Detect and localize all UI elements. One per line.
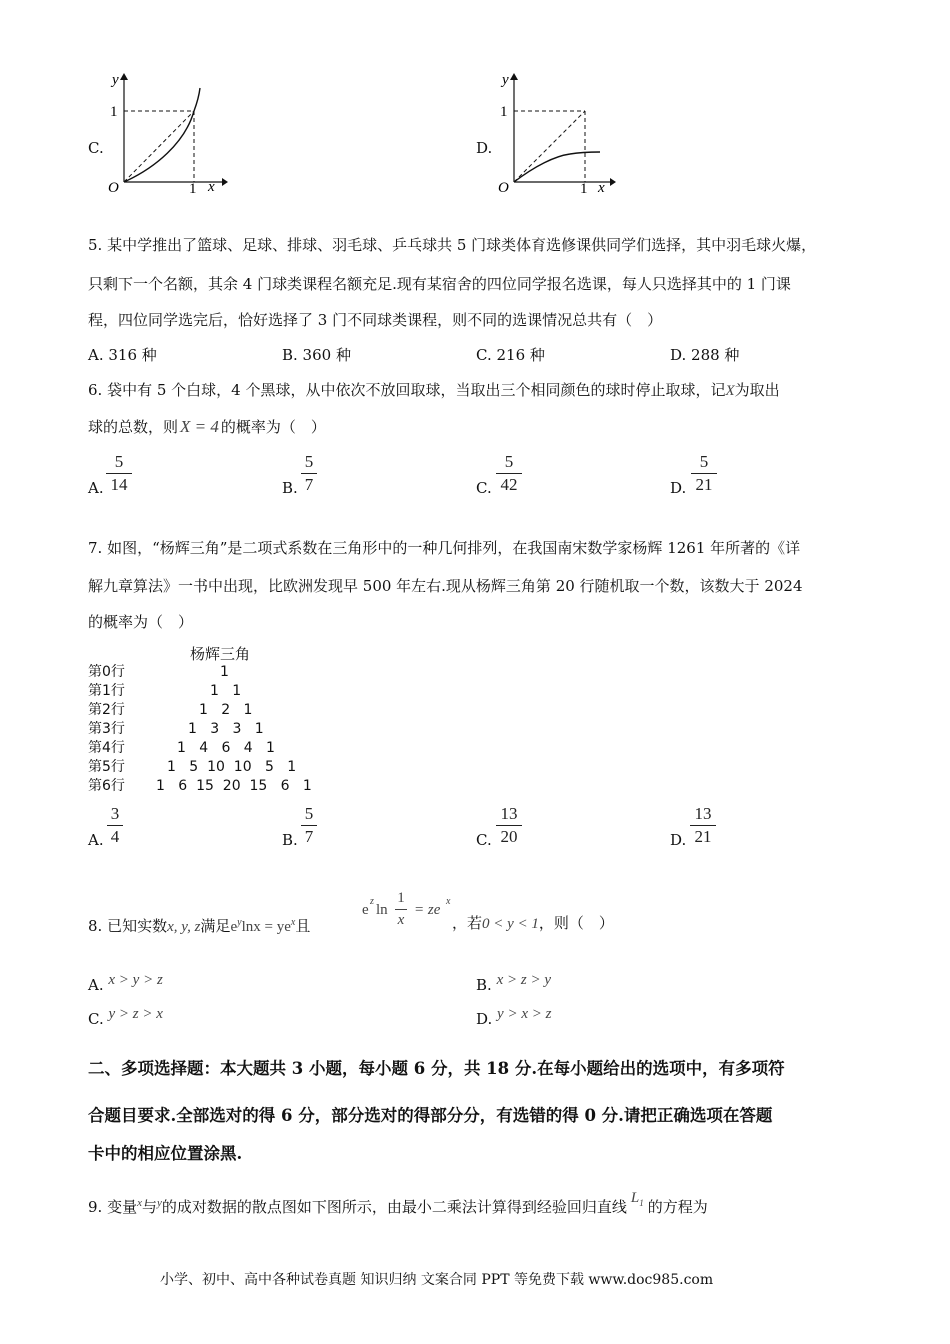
q7-option-b-label: B. — [282, 831, 298, 849]
section-2-line-3: 卡中的相应位置涂黑. — [88, 1144, 243, 1163]
x-axis-label: x — [598, 180, 605, 196]
tick-x-1: 1 — [189, 181, 197, 197]
q7-line-3: 的概率为（ ） — [88, 613, 194, 631]
yanghui-triangle — [88, 645, 328, 796]
q7-option-c-fraction: 13 20 — [496, 804, 522, 847]
yanghui-row: 第1行 1 1 — [88, 683, 242, 699]
q6-option-a-fraction: 5 14 — [106, 452, 132, 495]
q8-option-c: C. y > z > x — [88, 1006, 163, 1028]
q7-line-2: 解九章算法》一书中出现，比欧洲发现早 500 年左右.现从杨辉三角第 20 行随机取一个数，该数大于 2024 — [88, 577, 803, 595]
footer-text: 小学、初中、高中各种试卷真题 知识归纳 文案合同 PPT 等免费下载 www.doc985.com — [160, 1272, 714, 1288]
q7-option-b-fraction: 5 7 — [301, 804, 317, 847]
q5-option-d: D. 288 种 — [670, 346, 740, 364]
q5-option-c: C. 216 种 — [476, 346, 545, 364]
q5-line-1: 5. 某中学推出了篮球、足球、排球、羽毛球、乒乓球共 5 门球类体育选修课供同学们选择，其中羽毛球火爆， — [88, 236, 817, 254]
tick-y-1: 1 — [500, 104, 508, 120]
y-axis-label: y — [112, 72, 119, 88]
tick-y-1: 1 — [110, 104, 118, 120]
x-axis-label: x — [208, 179, 215, 195]
q5-option-a: A. 316 种 — [88, 346, 157, 364]
yanghui-row: 第6行 1 6 15 20 15 6 1 — [88, 778, 312, 794]
q9-stem: 9. 变量$^x$与$^y$的成对数据的散点图如下图所示，由最小二乘法计算得到经验回归直线 $L_1$ 的方程为 — [88, 1190, 708, 1216]
option-d-label: D. — [476, 139, 493, 157]
option-c-label: C. — [88, 139, 104, 157]
q6-line-2: 球的总数，则 X = 4 的概率为（ ） — [88, 417, 326, 436]
q7-option-d-fraction: 13 21 — [690, 804, 716, 847]
yanghui-row: 第2行 1 2 1 — [88, 702, 253, 718]
q7-line-1: 7. 如图，“杨辉三角”是二项式系数在三角形中的一种几何排列，在我国南宋数学家杨辉 1261 年所著的《详 — [88, 539, 801, 557]
q6-option-d-label: D. — [670, 479, 687, 497]
q6-option-b-label: B. — [282, 479, 298, 497]
q7-option-d-label: D. — [670, 831, 687, 849]
y-axis-label: y — [502, 72, 509, 88]
tick-x-1: 1 — [580, 181, 588, 197]
yanghui-row: 第0行 1 — [88, 664, 229, 680]
q8-stem: 8. 已知实数x, y, z满足$e^y\ln x = ye^x$且 — [88, 917, 311, 935]
q6-option-d-fraction: 5 21 — [691, 452, 717, 495]
q5-option-b: B. 360 种 — [282, 346, 351, 364]
section-2-line-2: 合题目要求.全部选对的得 6 分，部分选对的得部分分，有选错的得 0 分.请把正确选项在答题 — [88, 1106, 773, 1125]
q6-option-b-fraction: 5 7 — [301, 452, 317, 495]
section-2-line-1: 二、多项选择题：本大题共 3 小题，每小题 6 分，共 18 分.在每小题给出的选项中，有多项符 — [88, 1059, 785, 1078]
q8-stem-tail: ，若0 < y < 1，则（ ） — [452, 914, 614, 932]
yanghui-row: 第3行 1 3 3 1 — [88, 721, 264, 737]
q7-option-a-label: A. — [88, 831, 104, 849]
q6-option-c-label: C. — [476, 479, 492, 497]
graph-c — [100, 68, 230, 198]
q8-option-a: A. x > y > z — [88, 972, 163, 994]
yanghui-row: 第4行 1 4 6 4 1 — [88, 740, 275, 756]
q6-option-c-fraction: 5 42 — [496, 452, 522, 495]
graph-d — [490, 68, 620, 198]
q5-line-2: 只剩下一个名额，其余 4 门球类课程名额充足.现有某宿舍的四位同学报名选课，每人只选择其中的 1 门课 — [88, 275, 791, 293]
q8-option-b: B. x > z > y — [476, 972, 551, 994]
q8-option-d: D. y > x > z — [476, 1006, 552, 1028]
q6-line-1: 6. 袋中有 5 个白球，4 个黑球，从中依次不放回取球，当取出三个相同颜色的球时停止取球，记X为取出 — [88, 381, 780, 399]
q6-option-a-label: A. — [88, 479, 104, 497]
q7-option-a-fraction: 3 4 — [107, 804, 123, 847]
yanghui-title: 杨辉三角 — [190, 645, 251, 663]
origin-label: O — [498, 180, 509, 196]
origin-label: O — [108, 180, 119, 196]
yanghui-row: 第5行 1 5 10 10 5 1 — [88, 759, 297, 775]
q7-option-c-label: C. — [476, 831, 492, 849]
q5-line-3: 程，四位同学选完后，恰好选择了 3 门不同球类课程，则不同的选课情况总共有（ ） — [88, 311, 663, 329]
